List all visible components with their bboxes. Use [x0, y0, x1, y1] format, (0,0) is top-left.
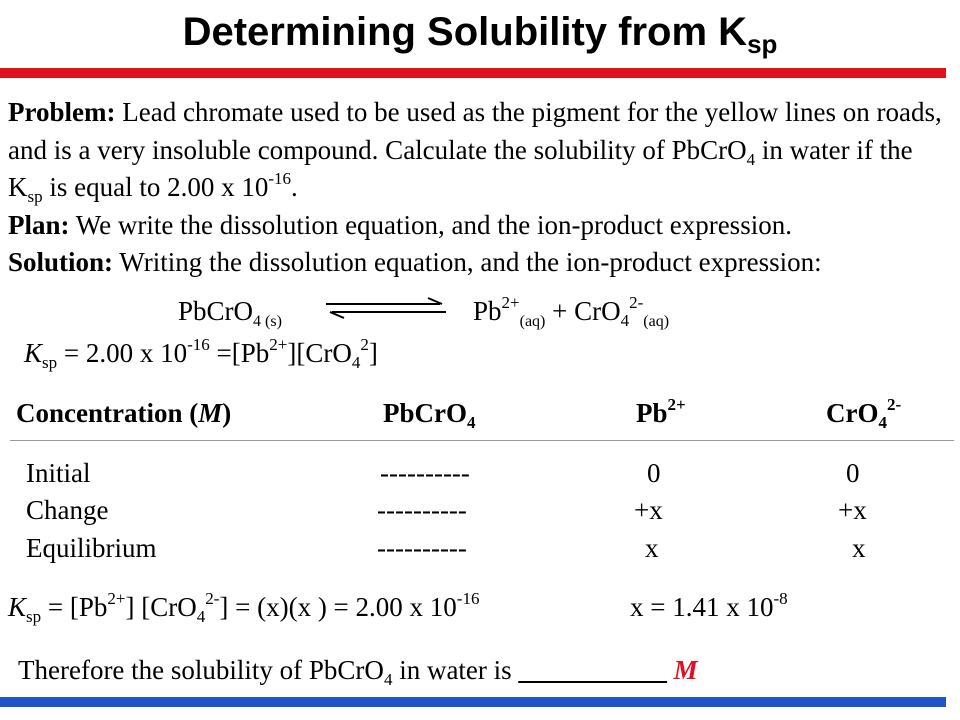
problem-label: Problem: — [8, 97, 116, 127]
calc-text-1: = [Pb — [41, 592, 108, 622]
header-close: ) — [222, 398, 232, 428]
header-pbcro4 — [383, 398, 476, 432]
change-cro4: +x — [838, 495, 867, 525]
problem-sub-sp: sp — [27, 187, 43, 206]
x-result-exp: -8 — [773, 589, 788, 608]
ksp-expression — [24, 335, 378, 372]
x-result-text: x = 1.41 x 10 — [630, 592, 774, 622]
product-cro: + CrO — [545, 296, 621, 326]
answer-unit: M — [673, 655, 698, 685]
solution-text: Writing the dissolution equation, and the ion-product expression: — [113, 247, 822, 277]
header-concentration — [16, 398, 231, 429]
row-label-change: Change — [26, 495, 109, 525]
equilibrium-pb: x — [645, 533, 659, 563]
ksp-sup-2: 2 — [360, 335, 369, 354]
equilibrium-cro4: x — [852, 533, 866, 563]
answer-blank: ___________ — [518, 655, 667, 685]
header-col3-sub: 4 — [878, 413, 887, 432]
change-pbcro4: ---------- — [377, 495, 467, 525]
problem-text-4: . — [291, 172, 298, 202]
problem-sub-4: 4 — [746, 149, 756, 169]
initial-pb: 0 — [647, 458, 661, 488]
plan-paragraph — [8, 207, 948, 245]
ksp-calculation — [8, 589, 480, 626]
conclusion-text-2: in water is — [392, 655, 519, 685]
header-m: M — [198, 398, 223, 428]
calc-sup-2: 2- — [205, 589, 220, 608]
equilibrium-arrows-icon — [324, 296, 448, 320]
ksp-text-4: ] — [368, 338, 378, 368]
product-pb-charge: 2+ — [501, 293, 520, 312]
bottom-divider — [0, 697, 946, 707]
reactant-sub: 4 (s) — [253, 313, 282, 330]
calc-text-2: ] [CrO — [125, 592, 197, 622]
title-text: Determining Solubility from K — [182, 10, 748, 54]
problem-paragraph — [8, 94, 948, 207]
header-concentration-text: Concentration ( — [16, 398, 199, 428]
solution-paragraph — [8, 244, 948, 282]
table-header-divider — [10, 440, 954, 441]
product-pb: Pb — [473, 296, 502, 326]
product-cro-charge: 2- — [629, 293, 644, 312]
change-pb: +x — [634, 495, 663, 525]
x-result — [630, 589, 788, 623]
problem-text-1: Lead chromate used to be used as the pigment for the yellow lines on roads, and is a very insoluble compound. Calculate the solubility of PbCrO — [8, 97, 942, 165]
header-pb — [636, 395, 686, 429]
header-col3: CrO — [826, 398, 879, 428]
header-col2: Pb — [636, 398, 668, 428]
calc-text-3: ] = (x)(x ) = 2.00 x 10 — [219, 592, 457, 622]
row-label-initial: Initial — [26, 458, 91, 488]
reactant-formula: PbCrO — [178, 296, 254, 326]
header-col3-sup: 2- — [886, 395, 902, 414]
problem-text-3: is equal to 2.00 x 10 — [42, 172, 269, 202]
ksp-exp: -16 — [187, 335, 210, 354]
title-subscript: sp — [747, 29, 778, 59]
calc-k: K — [8, 592, 27, 622]
calc-sup-1: 2+ — [107, 589, 126, 608]
initial-cro4: 0 — [846, 458, 860, 488]
header-col2-sup: 2+ — [667, 395, 686, 414]
calc-sub-4: 4 — [196, 607, 206, 626]
header-col1: PbCrO — [383, 398, 467, 428]
conclusion-line — [18, 655, 698, 689]
ksp-text-1: = 2.00 x 10 — [57, 338, 188, 368]
ksp-sup-1: 2+ — [269, 335, 288, 354]
problem-exp: -16 — [268, 169, 292, 188]
conclusion-text-1: Therefore the solubility of PbCrO — [18, 655, 384, 685]
product-cro-state: (aq) — [643, 313, 670, 330]
ksp-sub: sp — [42, 353, 58, 372]
header-col1-sub: 4 — [467, 413, 476, 432]
calc-sub: sp — [26, 607, 42, 626]
ksp-text-2: =[Pb — [209, 338, 270, 368]
initial-pbcro4: ---------- — [380, 458, 470, 488]
solution-label: Solution: — [8, 247, 114, 277]
ksp-text-3: ][CrO — [287, 338, 352, 368]
problem-text-2: in water if the K — [8, 134, 913, 202]
equilibrium-pbcro4: ---------- — [377, 533, 467, 563]
page-title — [0, 4, 960, 60]
plan-label: Plan: — [8, 209, 70, 240]
calc-exp: -16 — [456, 589, 480, 608]
dissolution-reactant — [178, 296, 282, 330]
ksp-k: K — [24, 338, 43, 368]
dissolution-products — [473, 293, 670, 330]
plan-text: We write the dissolution equation, and the ion-product expression. — [69, 209, 792, 240]
conclusion-sub-4: 4 — [383, 670, 393, 689]
top-divider — [0, 68, 946, 78]
ksp-sub-4: 4 — [351, 353, 361, 372]
problem-text-block — [8, 94, 948, 282]
header-cro4 — [826, 395, 902, 432]
row-label-equilibrium: Equilibrium — [26, 533, 157, 563]
product-pb-state: (aq) — [519, 313, 546, 330]
product-cro-sub: 4 — [620, 311, 630, 330]
